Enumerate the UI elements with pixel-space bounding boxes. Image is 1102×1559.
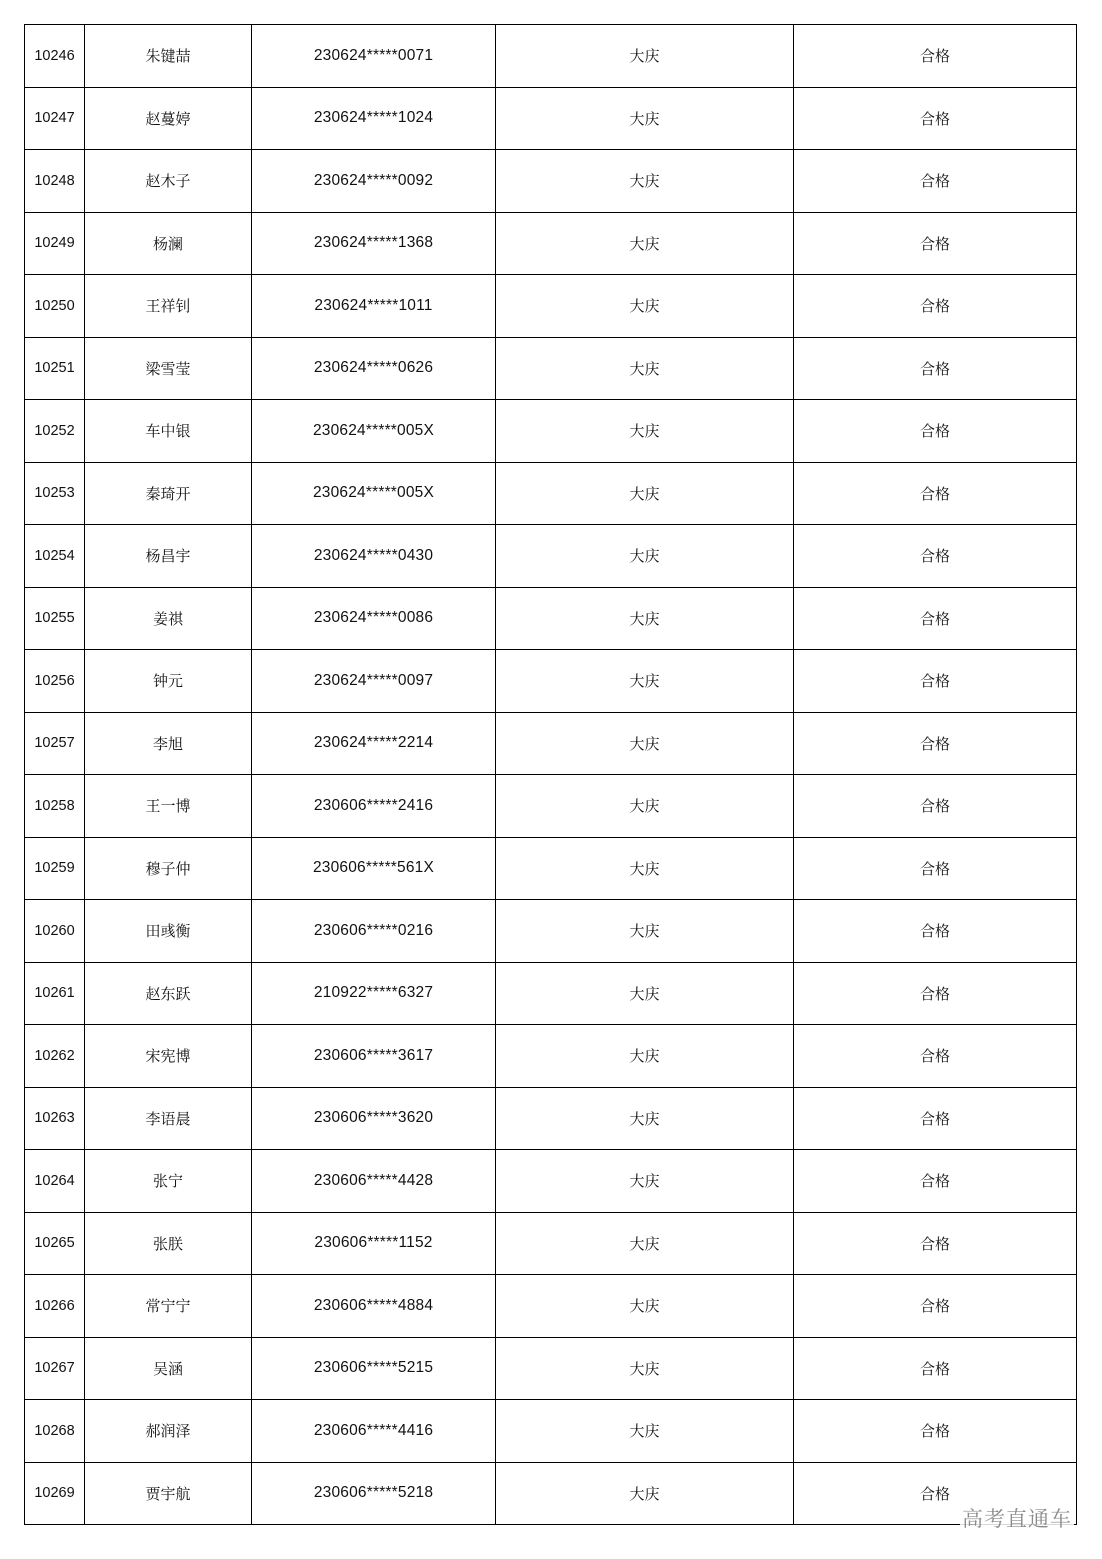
cell-exam-number: 10257 (25, 712, 85, 775)
cell-name: 张朕 (85, 1212, 252, 1275)
table-row (25, 400, 1077, 463)
cell-exam-number: 10264 (25, 1150, 85, 1213)
cell-exam-number: 10261 (25, 962, 85, 1025)
cell-name: 梁雪莹 (85, 337, 252, 400)
cell-city: 大庆 (496, 400, 794, 463)
cell-name: 赵东跃 (85, 962, 252, 1025)
table-row (25, 1337, 1077, 1400)
cell-exam-number: 10251 (25, 337, 85, 400)
cell-name: 王一博 (85, 775, 252, 838)
cell-city: 大庆 (496, 962, 794, 1025)
table-row (25, 900, 1077, 963)
cell-id-number: 230624*****005X (252, 462, 496, 525)
cell-result: 合格 (794, 712, 1077, 775)
cell-name: 朱键喆 (85, 25, 252, 88)
cell-name: 张宁 (85, 1150, 252, 1213)
cell-result: 合格 (794, 1337, 1077, 1400)
cell-result: 合格 (794, 1275, 1077, 1338)
cell-name: 穆子仲 (85, 837, 252, 900)
cell-exam-number: 10246 (25, 25, 85, 88)
cell-exam-number: 10268 (25, 1400, 85, 1463)
table-row (25, 25, 1077, 88)
cell-city: 大庆 (496, 712, 794, 775)
cell-result: 合格 (794, 212, 1077, 275)
cell-id-number: 230606*****4416 (252, 1400, 496, 1463)
cell-city: 大庆 (496, 212, 794, 275)
results-table (24, 24, 1077, 1525)
cell-city: 大庆 (496, 1212, 794, 1275)
cell-city: 大庆 (496, 837, 794, 900)
cell-result: 合格 (794, 275, 1077, 338)
cell-name: 吴涵 (85, 1337, 252, 1400)
table-row (25, 1275, 1077, 1338)
cell-result: 合格 (794, 462, 1077, 525)
cell-id-number: 230606*****3620 (252, 1087, 496, 1150)
cell-id-number: 230606*****2416 (252, 775, 496, 838)
cell-city: 大庆 (496, 587, 794, 650)
cell-city: 大庆 (496, 25, 794, 88)
cell-name: 赵蔓婷 (85, 87, 252, 150)
table-row (25, 1087, 1077, 1150)
cell-exam-number: 10262 (25, 1025, 85, 1088)
cell-id-number: 230624*****0071 (252, 25, 496, 88)
cell-city: 大庆 (496, 1337, 794, 1400)
cell-id-number: 230624*****0086 (252, 587, 496, 650)
cell-exam-number: 10259 (25, 837, 85, 900)
cell-id-number: 230624*****2214 (252, 712, 496, 775)
cell-id-number: 210922*****6327 (252, 962, 496, 1025)
cell-city: 大庆 (496, 150, 794, 213)
table-row (25, 150, 1077, 213)
table-row (25, 587, 1077, 650)
cell-id-number: 230606*****3617 (252, 1025, 496, 1088)
cell-exam-number: 10267 (25, 1337, 85, 1400)
cell-exam-number: 10269 (25, 1462, 85, 1525)
table-row (25, 212, 1077, 275)
cell-exam-number: 10266 (25, 1275, 85, 1338)
table-row (25, 1462, 1077, 1525)
cell-result: 合格 (794, 1400, 1077, 1463)
cell-id-number: 230606*****5215 (252, 1337, 496, 1400)
cell-city: 大庆 (496, 462, 794, 525)
cell-city: 大庆 (496, 1150, 794, 1213)
cell-name: 秦琦开 (85, 462, 252, 525)
cell-name: 杨昌宇 (85, 525, 252, 588)
table-row (25, 1150, 1077, 1213)
table-row (25, 962, 1077, 1025)
cell-name: 常宁宁 (85, 1275, 252, 1338)
cell-exam-number: 10260 (25, 900, 85, 963)
cell-city: 大庆 (496, 1400, 794, 1463)
cell-name: 田彧衡 (85, 900, 252, 963)
cell-name: 李旭 (85, 712, 252, 775)
cell-city: 大庆 (496, 1087, 794, 1150)
cell-result: 合格 (794, 525, 1077, 588)
cell-result: 合格 (794, 900, 1077, 963)
cell-city: 大庆 (496, 1025, 794, 1088)
table-row (25, 337, 1077, 400)
cell-exam-number: 10263 (25, 1087, 85, 1150)
cell-id-number: 230624*****1024 (252, 87, 496, 150)
cell-result: 合格 (794, 400, 1077, 463)
cell-name: 赵木子 (85, 150, 252, 213)
cell-id-number: 230624*****1368 (252, 212, 496, 275)
cell-result: 合格 (794, 1150, 1077, 1213)
table-row (25, 1400, 1077, 1463)
cell-name: 宋宪博 (85, 1025, 252, 1088)
cell-result: 合格 (794, 962, 1077, 1025)
cell-id-number: 230606*****0216 (252, 900, 496, 963)
cell-id-number: 230606*****5218 (252, 1462, 496, 1525)
cell-city: 大庆 (496, 337, 794, 400)
cell-result: 合格 (794, 25, 1077, 88)
cell-city: 大庆 (496, 525, 794, 588)
cell-name: 王祥钊 (85, 275, 252, 338)
cell-exam-number: 10253 (25, 462, 85, 525)
cell-id-number: 230624*****0430 (252, 525, 496, 588)
cell-id-number: 230624*****0097 (252, 650, 496, 713)
cell-exam-number: 10247 (25, 87, 85, 150)
table-row (25, 712, 1077, 775)
table-row (25, 275, 1077, 338)
watermark-text: 高考直通车 (960, 1503, 1074, 1533)
cell-city: 大庆 (496, 650, 794, 713)
cell-result: 合格 (794, 775, 1077, 838)
cell-result: 合格 (794, 837, 1077, 900)
cell-id-number: 230624*****0092 (252, 150, 496, 213)
table-row (25, 775, 1077, 838)
cell-exam-number: 10249 (25, 212, 85, 275)
cell-id-number: 230624*****0626 (252, 337, 496, 400)
table-row (25, 1212, 1077, 1275)
cell-result: 合格 (794, 87, 1077, 150)
cell-id-number: 230606*****4884 (252, 1275, 496, 1338)
cell-exam-number: 10254 (25, 525, 85, 588)
cell-name: 车中银 (85, 400, 252, 463)
cell-name: 郝润泽 (85, 1400, 252, 1463)
cell-result: 合格 (794, 650, 1077, 713)
cell-exam-number: 10265 (25, 1212, 85, 1275)
cell-city: 大庆 (496, 275, 794, 338)
cell-id-number: 230606*****4428 (252, 1150, 496, 1213)
cell-name: 杨澜 (85, 212, 252, 275)
cell-result: 合格 (794, 587, 1077, 650)
cell-name: 李语晨 (85, 1087, 252, 1150)
table-row (25, 87, 1077, 150)
cell-name: 姜祺 (85, 587, 252, 650)
cell-id-number: 230606*****1152 (252, 1212, 496, 1275)
cell-name: 钟元 (85, 650, 252, 713)
cell-id-number: 230606*****561X (252, 837, 496, 900)
cell-exam-number: 10248 (25, 150, 85, 213)
cell-name: 贾宇航 (85, 1462, 252, 1525)
cell-city: 大庆 (496, 87, 794, 150)
cell-exam-number: 10250 (25, 275, 85, 338)
table-row (25, 837, 1077, 900)
cell-result: 合格 (794, 337, 1077, 400)
table-row (25, 525, 1077, 588)
table-row (25, 1025, 1077, 1088)
cell-city: 大庆 (496, 1462, 794, 1525)
cell-exam-number: 10255 (25, 587, 85, 650)
cell-id-number: 230624*****1011 (252, 275, 496, 338)
cell-result: 合格 (794, 1025, 1077, 1088)
cell-exam-number: 10258 (25, 775, 85, 838)
cell-exam-number: 10256 (25, 650, 85, 713)
cell-result: 合格 (794, 150, 1077, 213)
cell-city: 大庆 (496, 900, 794, 963)
cell-exam-number: 10252 (25, 400, 85, 463)
results-table-body (25, 25, 1077, 1525)
cell-city: 大庆 (496, 1275, 794, 1338)
cell-result: 合格 (794, 1462, 1077, 1525)
table-row (25, 462, 1077, 525)
results-table-container (24, 24, 1076, 1525)
table-row (25, 650, 1077, 713)
cell-city: 大庆 (496, 775, 794, 838)
cell-result: 合格 (794, 1087, 1077, 1150)
cell-result: 合格 (794, 1212, 1077, 1275)
cell-id-number: 230624*****005X (252, 400, 496, 463)
